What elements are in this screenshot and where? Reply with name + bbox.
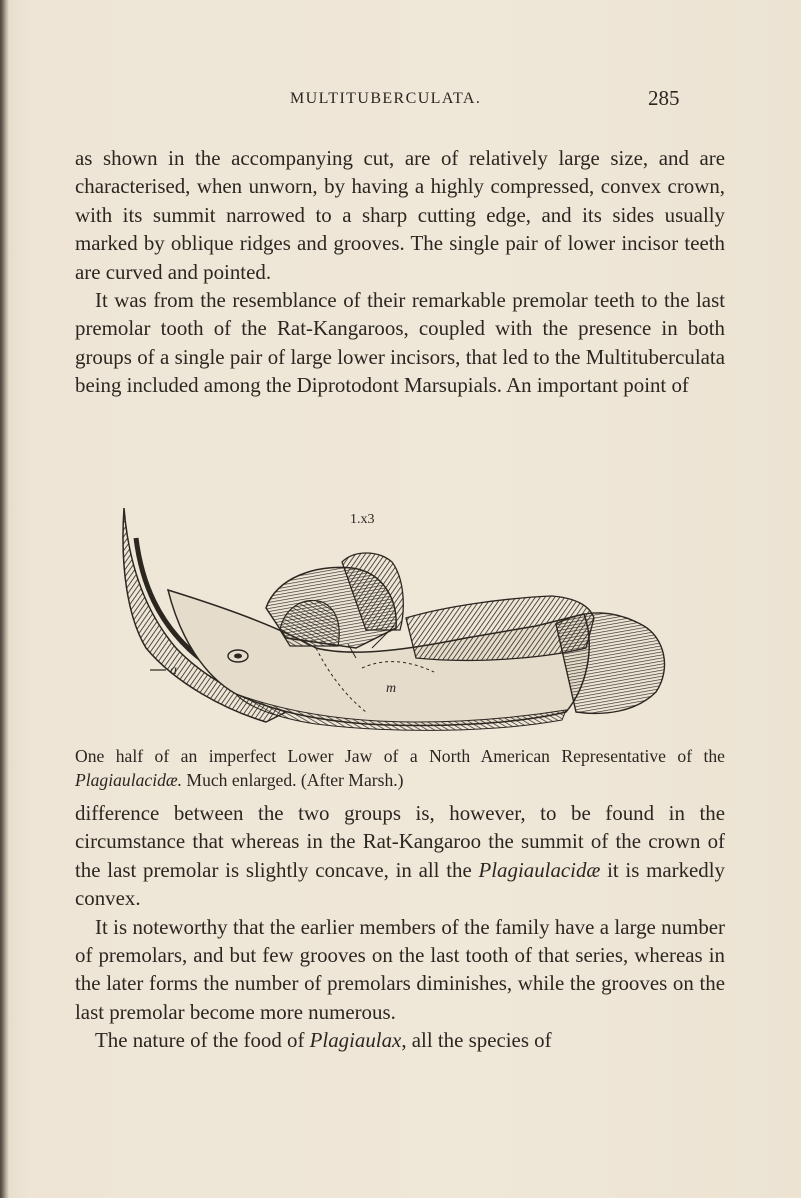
- caption-text-start: One half of an imperfect Lower Jaw of a North American Representative of the: [75, 746, 725, 766]
- paragraph-5-genus-name: Plagiaulax: [309, 1028, 402, 1053]
- ramus-shape: [556, 613, 665, 713]
- paragraph-3-end: it is markedly convex.: [75, 857, 725, 911]
- text-block-bottom: [75, 799, 725, 1055]
- text-block-top: [75, 144, 725, 400]
- label-a: a: [170, 663, 177, 678]
- page-number: 285: [648, 86, 680, 110]
- paragraph-2: It was from the resemblance of their remarkable premolar teeth to the last premolar tooth of the Rat-Kangaroos, coupled with the presence in both groups of a single pair of large lower incisors, that led to the Multituberculata being included among the Diprotodont Marsupials. An important point of: [75, 288, 725, 398]
- paragraph-5-start: The nature of the food of: [95, 1028, 310, 1053]
- jaw-figure: [116, 498, 676, 734]
- binding-gutter-shadow: [0, 0, 9, 1198]
- caption-family-name: Plagiaulacidæ.: [75, 770, 183, 790]
- figure-caption: [75, 744, 725, 792]
- running-head: MULTITUBERCULATA.: [290, 90, 482, 107]
- caption-text-end: Much enlarged. (After Marsh.): [182, 770, 404, 790]
- label-m: m: [386, 681, 397, 696]
- paragraph-4: It is noteworthy that the earlier members of the family have a large number of premolars, and but few grooves on the last tooth of that series, whereas in the later forms the number of premolars diminishes, while the grooves on the last premolar become more numerous.: [75, 914, 725, 1024]
- jaw-illustration: [116, 498, 676, 734]
- paragraph-3-family-name: Plagiaulacidæ: [478, 857, 601, 882]
- paragraph-1: as shown in the accompanying cut, are of relatively large size, and are characterised, when unworn, by having a highly compressed, convex crown, with its summit narrowed to a sharp cutting edge, and its sides usually marked by oblique ridges and grooves. The single pair of lower incisor teeth are curved and pointed.: [75, 146, 725, 284]
- scale-label: 1.x3: [350, 512, 375, 527]
- page-header: [282, 86, 722, 116]
- paragraph-3-start: difference between the two groups is, however, to be found in the circumstance that whereas in the Rat-Kangaroo the summit of the crown of the last premolar is slightly concave, in all the: [75, 801, 725, 882]
- paragraph-5-end: , all the species of: [401, 1028, 552, 1053]
- paragraph-3: [75, 799, 725, 913]
- paragraph-5: [75, 1026, 725, 1054]
